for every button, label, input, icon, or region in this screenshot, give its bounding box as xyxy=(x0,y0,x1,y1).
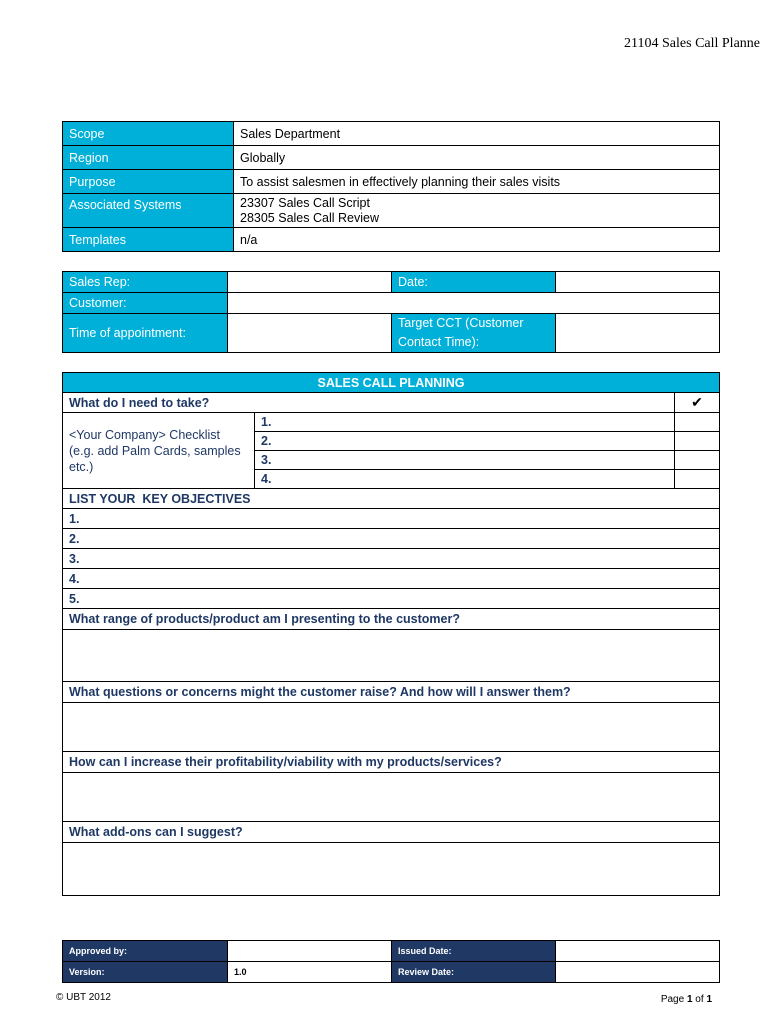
planning-table xyxy=(62,372,720,896)
associated-system-2: 28305 Sales Call Review xyxy=(240,210,379,225)
profitability-answer[interactable] xyxy=(63,773,720,822)
version-value: 1.0 xyxy=(228,962,392,983)
checklist-line3: etc.) xyxy=(69,459,94,474)
take-item-1[interactable]: 1. xyxy=(255,413,675,432)
issued-date-field[interactable] xyxy=(556,941,720,962)
region-value: Globally xyxy=(234,146,720,170)
objective-3[interactable]: 3. xyxy=(63,549,720,569)
templates-label: Templates xyxy=(63,228,234,252)
purpose-value: To assist salesmen in effectively planning their sales visits xyxy=(234,170,720,194)
target-cct-line2: Contact Time): xyxy=(398,335,480,349)
copyright: © UBT 2012 xyxy=(56,992,111,1003)
associated-systems-value xyxy=(234,194,720,228)
take-check-3[interactable] xyxy=(675,451,720,470)
target-cct-line1: Target CCT (Customer xyxy=(398,316,524,330)
take-check-4[interactable] xyxy=(675,470,720,489)
target-cct-label xyxy=(392,314,556,353)
objective-4[interactable]: 4. xyxy=(63,569,720,589)
addons-answer[interactable] xyxy=(63,843,720,896)
time-field[interactable] xyxy=(228,314,392,353)
scope-value: Sales Department xyxy=(234,122,720,146)
range-question: What range of products/product am I presenting to the customer? xyxy=(63,609,720,630)
scope-label: Scope xyxy=(63,122,234,146)
planning-title: SALES CALL PLANNING xyxy=(63,373,720,393)
profitability-question: How can I increase their profitability/viability with my products/services? xyxy=(63,752,720,773)
objectives-heading: LIST YOUR KEY OBJECTIVES xyxy=(63,489,720,509)
take-check-1[interactable] xyxy=(675,413,720,432)
checklist-line2: (e.g. add Palm Cards, samples xyxy=(69,443,241,458)
objective-2[interactable]: 2. xyxy=(63,529,720,549)
sales-rep-field[interactable] xyxy=(228,272,392,293)
region-label: Region xyxy=(63,146,234,170)
concerns-answer[interactable] xyxy=(63,703,720,752)
checklist-line1: <Your Company> Checklist xyxy=(69,427,221,442)
document-title: 21104 Sales Call Planne xyxy=(624,36,760,51)
review-date-label: Review Date: xyxy=(392,962,556,983)
customer-field[interactable] xyxy=(228,293,720,314)
page-total: 1 xyxy=(706,994,712,1005)
objective-1[interactable]: 1. xyxy=(63,509,720,529)
customer-label: Customer: xyxy=(63,293,228,314)
check-icon: ✔ xyxy=(675,393,720,413)
page-prefix: Page xyxy=(660,994,687,1005)
concerns-question: What questions or concerns might the customer raise? And how will I answer them? xyxy=(63,682,720,703)
objective-5[interactable]: 5. xyxy=(63,589,720,609)
range-answer[interactable] xyxy=(63,630,720,682)
date-label: Date: xyxy=(392,272,556,293)
issued-date-label: Issued Date: xyxy=(392,941,556,962)
target-cct-field[interactable] xyxy=(556,314,720,353)
page-of: of xyxy=(692,994,707,1005)
version-label: Version: xyxy=(63,962,228,983)
checklist-description xyxy=(63,413,255,489)
approval-table xyxy=(62,940,720,983)
take-item-2[interactable]: 2. xyxy=(255,432,675,451)
purpose-label: Purpose xyxy=(63,170,234,194)
sales-rep-label: Sales Rep: xyxy=(63,272,228,293)
take-check-2[interactable] xyxy=(675,432,720,451)
templates-value: n/a xyxy=(234,228,720,252)
addons-question: What add-ons can I suggest? xyxy=(63,822,720,843)
page-current: 1 xyxy=(686,994,693,1005)
time-label: Time of appointment: xyxy=(63,314,228,353)
date-field[interactable] xyxy=(556,272,720,293)
associated-system-1: 23307 Sales Call Script xyxy=(240,195,370,210)
take-item-3[interactable]: 3. xyxy=(255,451,675,470)
info-table xyxy=(62,121,720,252)
associated-systems-label: Associated Systems xyxy=(63,194,234,228)
appointment-table xyxy=(62,271,720,353)
take-item-4[interactable]: 4. xyxy=(255,470,675,489)
approved-by-field[interactable] xyxy=(228,941,392,962)
page-number xyxy=(661,994,712,1005)
review-date-field[interactable] xyxy=(556,962,720,983)
what-take-heading: What do I need to take? xyxy=(63,393,675,413)
approved-by-label: Approved by: xyxy=(63,941,228,962)
